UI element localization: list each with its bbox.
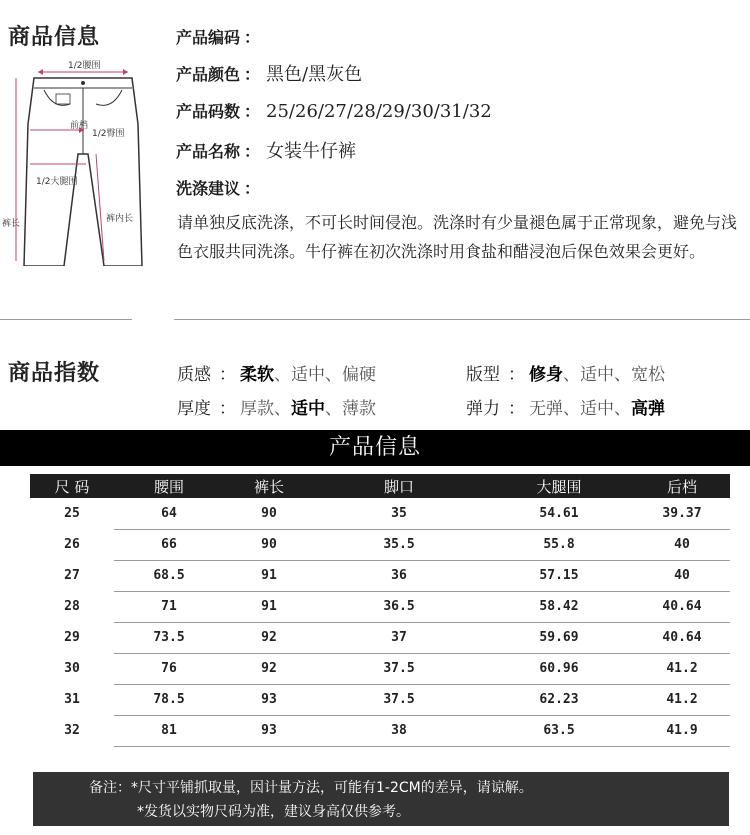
table-row — [30, 653, 730, 684]
table-cell: 60.96 — [484, 653, 634, 684]
colon: ： — [244, 102, 261, 121]
wash-label: 洗涤建议 — [176, 179, 241, 198]
colon: ： — [508, 365, 525, 385]
table-cell: 71 — [114, 591, 224, 622]
table-cell: 41.2 — [634, 653, 730, 684]
fit-option: 宽松 — [631, 365, 665, 385]
table-cell: 29 — [64, 630, 80, 645]
column-header: 腰围 — [114, 474, 224, 498]
table-cell: 25 — [64, 506, 80, 521]
table-cell: 64 — [114, 498, 224, 529]
thickness-option: 薄款 — [342, 399, 376, 419]
info-row-wash — [176, 176, 266, 199]
fit-option: 修身 — [529, 365, 563, 385]
table-cell: 41.2 — [634, 684, 730, 715]
elasticity-option: 无弹 — [529, 399, 563, 419]
table-row — [30, 591, 730, 622]
column-header: 后档 — [634, 474, 730, 498]
table-cell: 93 — [224, 684, 314, 715]
column-header: 脚口 — [314, 474, 484, 498]
table-cell: 81 — [114, 715, 224, 746]
thickness-option: 适中 — [291, 399, 325, 419]
name-value: 女装牛仔裤 — [266, 141, 357, 162]
table-cell: 26 — [64, 537, 80, 552]
note-line-2: *发货以实物尺码为准，建议身高仅供参考。 — [137, 804, 410, 820]
table-cell: 35.5 — [314, 529, 484, 560]
separator: 、 — [614, 399, 631, 419]
table-cell: 37 — [314, 622, 484, 653]
table-cell: 28 — [64, 599, 80, 614]
table-cell: 39.37 — [634, 498, 730, 529]
table-cell: 90 — [224, 529, 314, 560]
colon: ： — [244, 179, 261, 198]
table-cell: 40 — [634, 560, 730, 591]
separator: 、 — [563, 365, 580, 385]
product-info-title: 商品信息 — [8, 25, 101, 50]
index-thickness — [177, 394, 376, 419]
table-cell: 40.64 — [634, 591, 730, 622]
size-label: 产品码数 — [176, 102, 241, 121]
table-cell: 66 — [114, 529, 224, 560]
separator: 、 — [325, 365, 342, 385]
table-cell: 27 — [64, 568, 80, 583]
note-box — [33, 772, 729, 826]
table-cell: 54.61 — [484, 498, 634, 529]
note-line-1: 备注：*尺寸平铺抓取量，因计量方法，可能有1-2CM的差异，请谅解。 — [89, 780, 533, 796]
table-cell: 55.8 — [484, 529, 634, 560]
table-row — [30, 715, 730, 746]
table-cell: 58.42 — [484, 591, 634, 622]
table-cell: 63.5 — [484, 715, 634, 746]
column-header: 尺 码 — [30, 474, 114, 498]
product-index-title: 商品指数 — [8, 361, 101, 386]
divider — [174, 319, 750, 320]
product-info-banner: 产品信息 — [0, 430, 750, 466]
colon: ： — [219, 365, 236, 385]
colon: ： — [244, 142, 261, 161]
table-cell: 36 — [314, 560, 484, 591]
index-fit — [466, 360, 665, 385]
table-cell: 37.5 — [314, 653, 484, 684]
pants-diagram — [0, 56, 150, 266]
color-value: 黑色/黑灰色 — [266, 64, 363, 85]
thickness-label: 厚度 — [177, 399, 211, 419]
info-row-code — [176, 25, 266, 48]
texture-option: 偏硬 — [342, 365, 376, 385]
table-cell: 92 — [224, 653, 314, 684]
table-cell: 68.5 — [114, 560, 224, 591]
colon: ： — [244, 65, 261, 84]
thigh-label: 1/2大腿围 — [36, 177, 78, 187]
elasticity-label: 弹力 — [466, 399, 500, 419]
table-cell: 32 — [64, 723, 80, 738]
table-cell: 78.5 — [114, 684, 224, 715]
table-cell: 37.5 — [314, 684, 484, 715]
colon: ： — [219, 399, 236, 419]
texture-option: 柔软 — [240, 365, 274, 385]
table-cell: 76 — [114, 653, 224, 684]
table-cell: 93 — [224, 715, 314, 746]
table-cell: 40.64 — [634, 622, 730, 653]
index-texture — [177, 360, 376, 385]
table-row — [30, 560, 730, 591]
separator: 、 — [274, 399, 291, 419]
separator: 、 — [274, 365, 291, 385]
info-row-color — [176, 60, 362, 86]
index-elasticity — [466, 394, 665, 419]
hip-label: 1/2臀围 — [92, 129, 125, 139]
table-row — [30, 622, 730, 653]
table-cell: 38 — [314, 715, 484, 746]
color-label: 产品颜色 — [176, 65, 241, 84]
fit-option: 适中 — [580, 365, 614, 385]
name-label: 产品名称 — [176, 142, 241, 161]
size-value: 25/26/27/28/29/30/31/32 — [266, 101, 492, 122]
thickness-option: 厚款 — [240, 399, 274, 419]
wash-advice-text: 请单独反底洗涤，不可长时间侵泡。洗涤时有少量褪色属于正常现象，避免与浅色衣服共同洗涤。牛仔裤在初次洗涤时用食盐和醋浸泡后保色效果会更好。 — [177, 213, 738, 261]
table-cell: 41.9 — [634, 715, 730, 746]
info-row-size — [176, 99, 492, 122]
front-rise-label: 前档 — [70, 121, 89, 131]
info-row-name — [176, 137, 356, 163]
table-cell: 91 — [224, 591, 314, 622]
elasticity-option: 适中 — [580, 399, 614, 419]
table-cell: 90 — [224, 498, 314, 529]
texture-label: 质感 — [177, 365, 211, 385]
separator: 、 — [563, 399, 580, 419]
column-header: 裤长 — [224, 474, 314, 498]
size-table — [30, 474, 730, 747]
column-header: 大腿围 — [484, 474, 634, 498]
table-cell: 57.15 — [484, 560, 634, 591]
table-cell: 73.5 — [114, 622, 224, 653]
separator: 、 — [614, 365, 631, 385]
texture-option: 适中 — [291, 365, 325, 385]
table-row — [30, 684, 730, 715]
table-cell: 92 — [224, 622, 314, 653]
table-cell: 31 — [64, 692, 80, 707]
colon: ： — [508, 399, 525, 419]
inseam-label: 裤内长 — [106, 214, 134, 224]
table-cell: 30 — [64, 661, 80, 676]
length-label: 裤长 — [2, 219, 21, 229]
waist-label: 1/2腰围 — [68, 61, 101, 71]
fit-label: 版型 — [466, 365, 500, 385]
table-row — [30, 529, 730, 560]
elasticity-option: 高弹 — [631, 399, 665, 419]
table-row — [30, 498, 730, 529]
table-cell: 35 — [314, 498, 484, 529]
table-cell: 91 — [224, 560, 314, 591]
table-cell: 59.69 — [484, 622, 634, 653]
colon: ： — [244, 28, 261, 47]
separator: 、 — [325, 399, 342, 419]
table-cell: 40 — [634, 529, 730, 560]
table-cell: 36.5 — [314, 591, 484, 622]
table-cell: 62.23 — [484, 684, 634, 715]
table-header-row — [30, 474, 730, 498]
code-label: 产品编码 — [176, 28, 241, 47]
divider — [0, 319, 132, 320]
